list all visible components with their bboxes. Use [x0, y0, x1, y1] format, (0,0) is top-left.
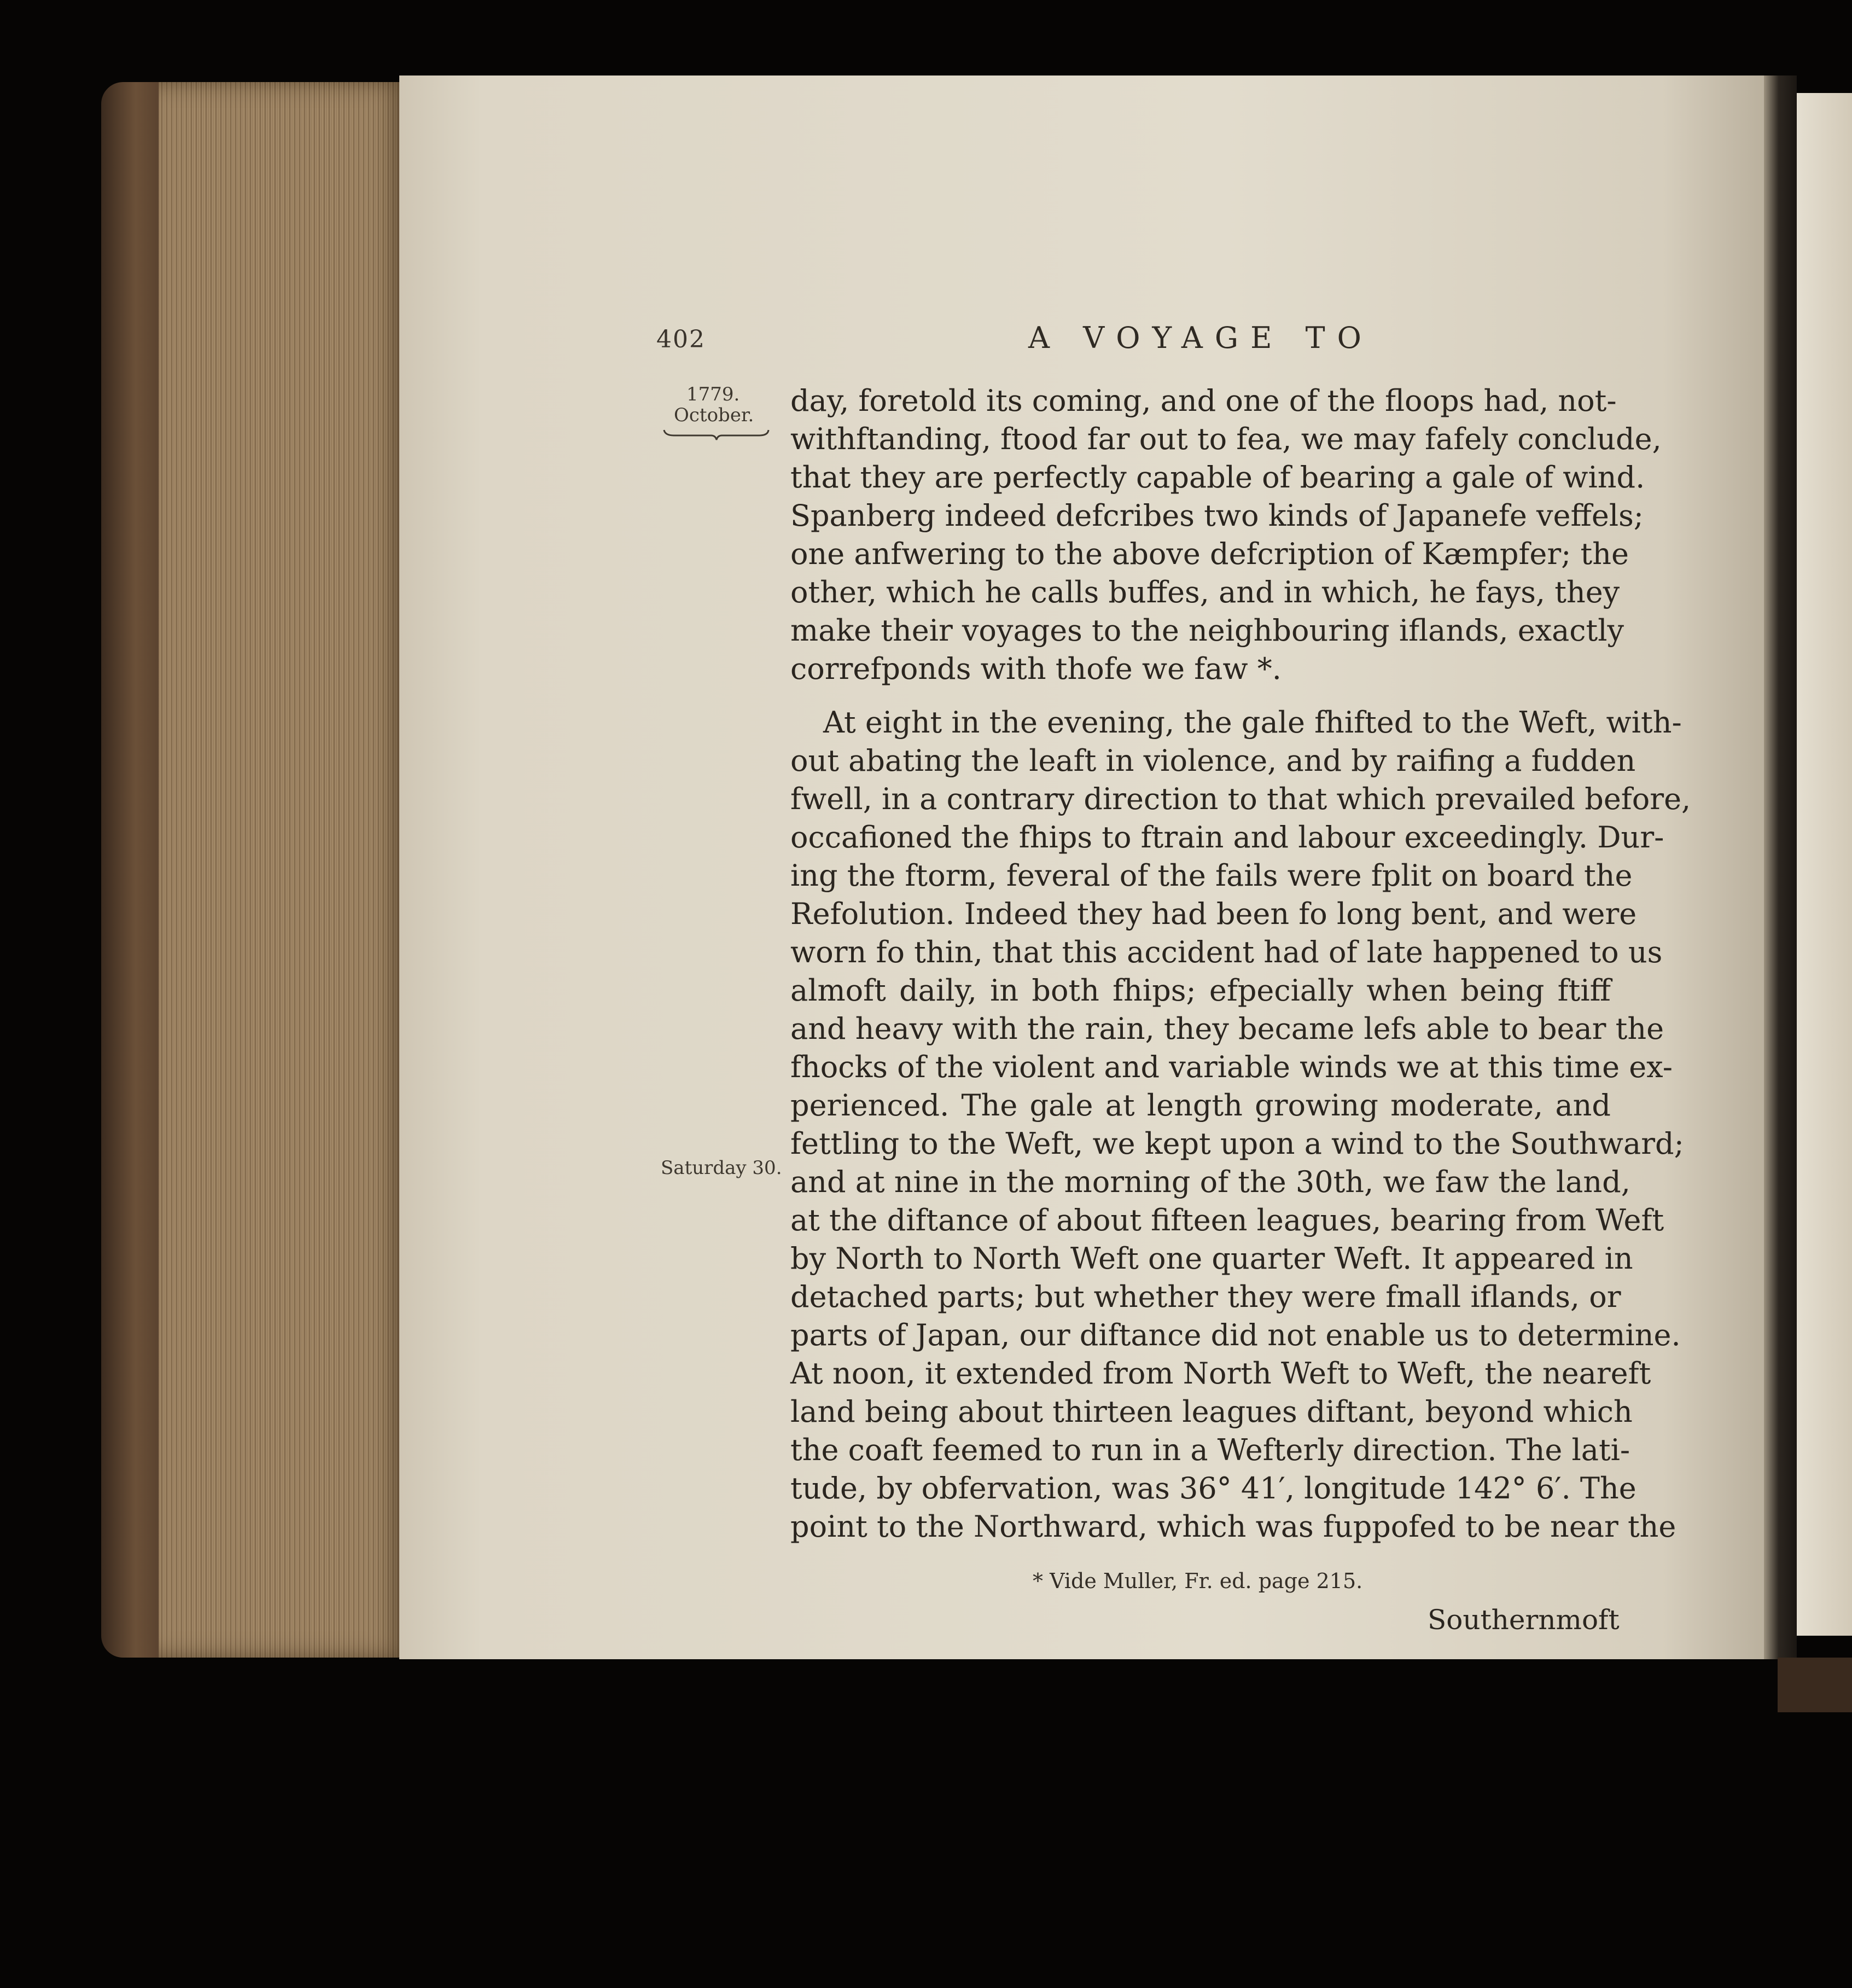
text-line: day, foretold its coming, and one of the floops had, not- [790, 383, 1617, 418]
margin-note-month: October. [674, 404, 754, 426]
text-line: other, which he calls buffes, and in which, he fays, they [790, 575, 1620, 609]
text-line: fettling to the Weft, we kept upon a wind to the Southward; [790, 1126, 1684, 1161]
running-head: A VOYAGE TO [1028, 321, 1373, 355]
text-line: land being about thirteen leagues diftant, beyond which [790, 1394, 1633, 1429]
text-line: and heavy with the rain, they became lefs able to bear the [790, 1012, 1664, 1046]
footnote: * Vide Muller, Fr. ed. page 215. [1033, 1569, 1363, 1593]
text-line: Refolution. Indeed they had been fo long bent, and were [790, 897, 1637, 931]
book-cover-right [1778, 1658, 1852, 1712]
facing-page-edge [1797, 93, 1852, 1636]
page-number: 402 [656, 325, 706, 353]
text-line: Spanberg indeed defcribes two kinds of Japanefe veffels; [790, 498, 1644, 533]
text-line: worn fo thin, that this accident had of late happened to us [790, 935, 1663, 969]
text-line: withftanding, ftood far out to fea, we may fafely conclude, [790, 422, 1662, 456]
text-line: almoft daily, in both fhips; efpecially when being ftiff [790, 973, 1611, 1008]
text-line: point to the Northward, which was fuppofed to be near the [790, 1509, 1676, 1544]
text-line: that they are perfectly capable of bearing a gale of wind. [790, 460, 1645, 495]
text-line: perienced. The gale at length growing moderate, and [790, 1088, 1611, 1123]
text-line: make their voyages to the neighbouring iflands, exactly [790, 613, 1624, 648]
text-line: fwell, in a contrary direction to that which prevailed before, [790, 782, 1691, 816]
margin-note-day: Saturday 30. [661, 1157, 782, 1179]
brace-ornament [663, 428, 770, 442]
text-line: one anfwering to the above defcription of Kæmpfer; the [790, 537, 1629, 571]
paragraph-gap [790, 688, 1611, 704]
text-line: the coaft feemed to run in a Wefterly direction. The lati- [790, 1433, 1630, 1467]
text-line: At eight in the evening, the gale fhifted to the Weft, with- [823, 705, 1682, 740]
text-line: At noon, it extended from North Weft to Weft, the neareft [790, 1356, 1651, 1391]
text-line: ing the ftorm, feveral of the fails were fplit on board the [790, 858, 1633, 893]
text-line: tude, by obfervation, was 36° 41′, longitude 142° 6′. The [790, 1471, 1636, 1505]
text-line: by North to North Weft one quarter Weft. It appeared in [790, 1241, 1633, 1276]
text-line: and at nine in the morning of the 30th, we faw the land, [790, 1165, 1630, 1199]
text-line: out abating the leaft in violence, and by raifing a fudden [790, 743, 1636, 778]
text-line: parts of Japan, our diftance did not enable us to determine. [790, 1318, 1681, 1352]
text-line: at the diftance of about fifteen leagues, bearing from Weft [790, 1203, 1664, 1237]
text-line: fhocks of the violent and variable winds we at this time ex- [790, 1050, 1673, 1084]
text-line: correfponds with thofe we faw *. [790, 652, 1282, 686]
margin-note-year: 1779. [686, 383, 740, 405]
page-edges [159, 82, 410, 1658]
text-line: detached parts; but whether they were fmall iflands, or [790, 1280, 1621, 1314]
catchword: Southernmoft [1428, 1604, 1620, 1636]
gutter-shadow [1764, 75, 1797, 1659]
text-line: occafioned the fhips to ftrain and labour exceedingly. Dur- [790, 820, 1664, 855]
body-text [790, 382, 1691, 1546]
